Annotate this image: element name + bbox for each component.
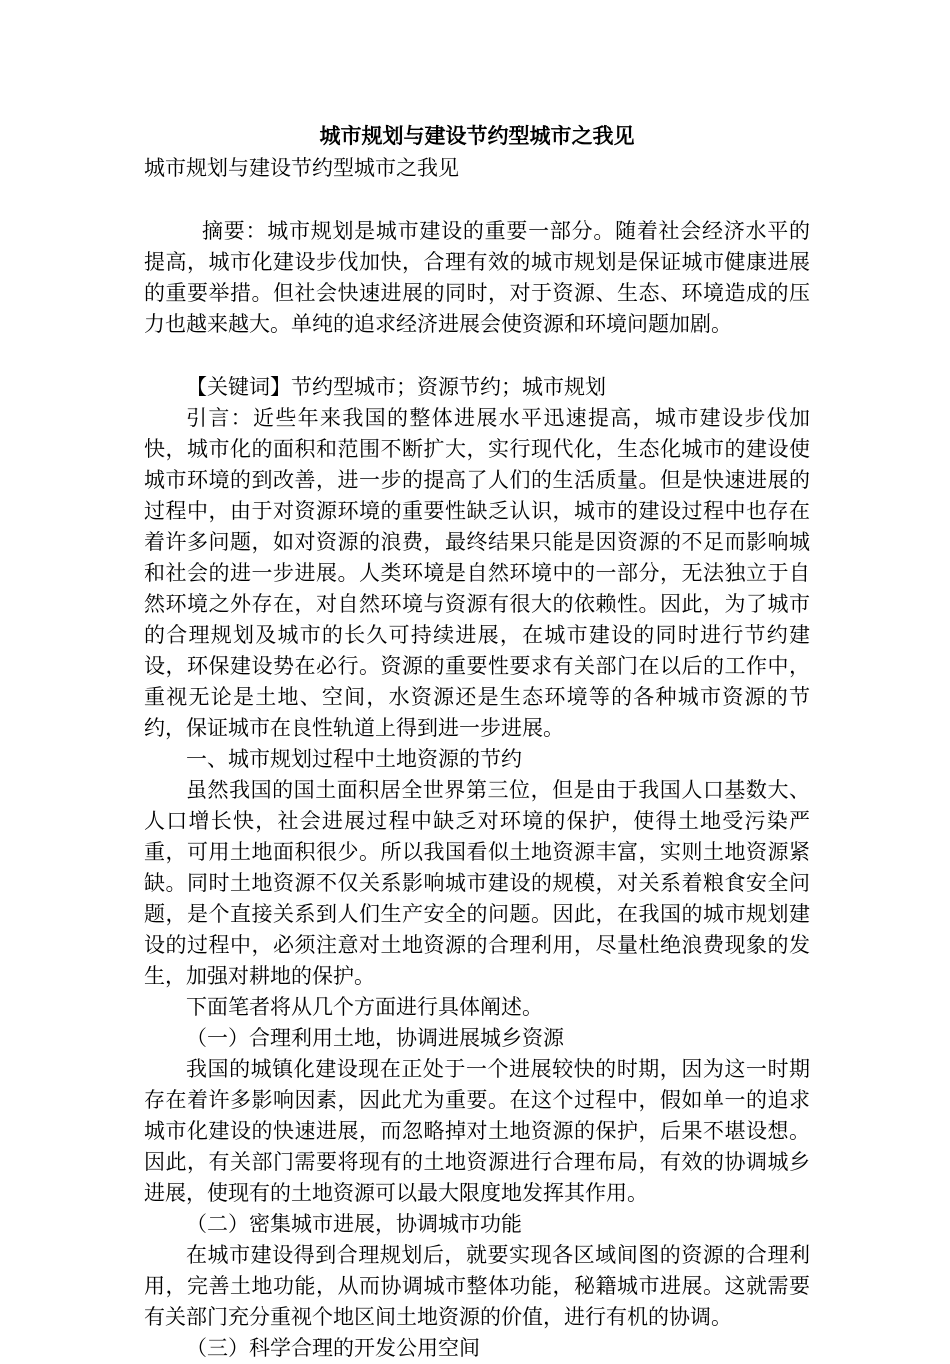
document-title: 城市规划与建设节约型城市之我见 (319, 123, 635, 148)
subsection-paragraph: 在城市建设得到合理规划后，就要实现各区域间图的资源的合理利用，完善土地功能，从而协调城市整体功能，秘籍城市进展。这就需要有关部门充分重视个地区间土地资源的价值，进行有机的协调。 (144, 1243, 810, 1329)
subsection-heading: （三）科学合理的开发公用空间 (186, 1336, 480, 1360)
subsection-paragraph: 我国的城镇化建设现在正处于一个进展较快的时期，因为这一时期存在着许多影响因素，因此尤为重要。在这个过程中，假如单一的追求城市化建设的快速进展，而忽略掉对土地资源的保护，后果不堪设想。因此，有关部门需要将现有的土地资源进行合理布局，有效的协调城乡进展，使现有的土地资源可以最大限度地发挥其作用。 (144, 1057, 810, 1205)
abstract-paragraph: 摘要：城市规划是城市建设的重要一部分。随着社会经济水平的提高，城市化建设步伐加快，合理有效的城市规划是保证城市健康进展的重要举措。但社会快速进展的同时，对于资源、生态、环境造成的压力也越来越大。单纯的追求经济进展会使资源和环境问题加剧。 (144, 219, 810, 336)
subsection-heading: （一）合理利用土地，协调进展城乡资源 (186, 1026, 564, 1050)
section-paragraph: 虽然我国的国土面积居全世界第三位，但是由于我国人口基数大、人口增长快，社会进展过程中缺乏对环境的保护，使得土地受污染严重，可用土地面积很少。所以我国看似土地资源丰富，实则土地资源紧缺。同时土地资源不仅关系影响城市建设的规模，对关系着粮食安全问题，是个直接关系到人们生产安全的问题。因此，在我国的城市规划建设的过程中，必须注意对土地资源的合理利用，尽量杜绝浪费现象的发生，加强对耕地的保护。 (144, 778, 810, 988)
subsection-heading: （二）密集城市进展，协调城市功能 (186, 1212, 522, 1236)
blank-line (144, 340, 810, 372)
section-paragraph: 下面笔者将从几个方面进行具体阐述。 (186, 995, 543, 1019)
keywords-line: 【关键词】节约型城市；资源节约；城市规划 (186, 375, 606, 399)
document-page (144, 120, 810, 1364)
intro-paragraph: 引言：近些年来我国的整体进展水平迅速提高，城市建设步伐加快，城市化的面积和范围不断扩大，实行现代化，生态化城市的建设使城市环境的到改善，进一步的提高了人们的生活质量。但是快速进展的过程中，由于对资源环境的重要性缺乏认识，城市的建设过程中也存在着许多问题，如对资源的浪费，最终结果只能是因资源的不足而影响城和社会的进一步进展。人类环境是自然环境中的一部分，无法独立于自然环境之外存在，对自然环境与资源有很大的依赖性。因此，为了城市的合理规划及城市的长久可持续进展，在城市建设的同时进行节约建设，环保建设势在必行。资源的重要性要求有关部门在以后的工作中，重视无论是土地、空间，水资源还是生态环境等的各种城市资源的节约，保证城市在良性轨道上得到进一步进展。 (144, 406, 810, 740)
document-subtitle: 城市规划与建设节约型城市之我见 (144, 156, 459, 180)
section-heading: 一、城市规划过程中土地资源的节约 (186, 747, 522, 771)
blank-line (144, 184, 810, 216)
